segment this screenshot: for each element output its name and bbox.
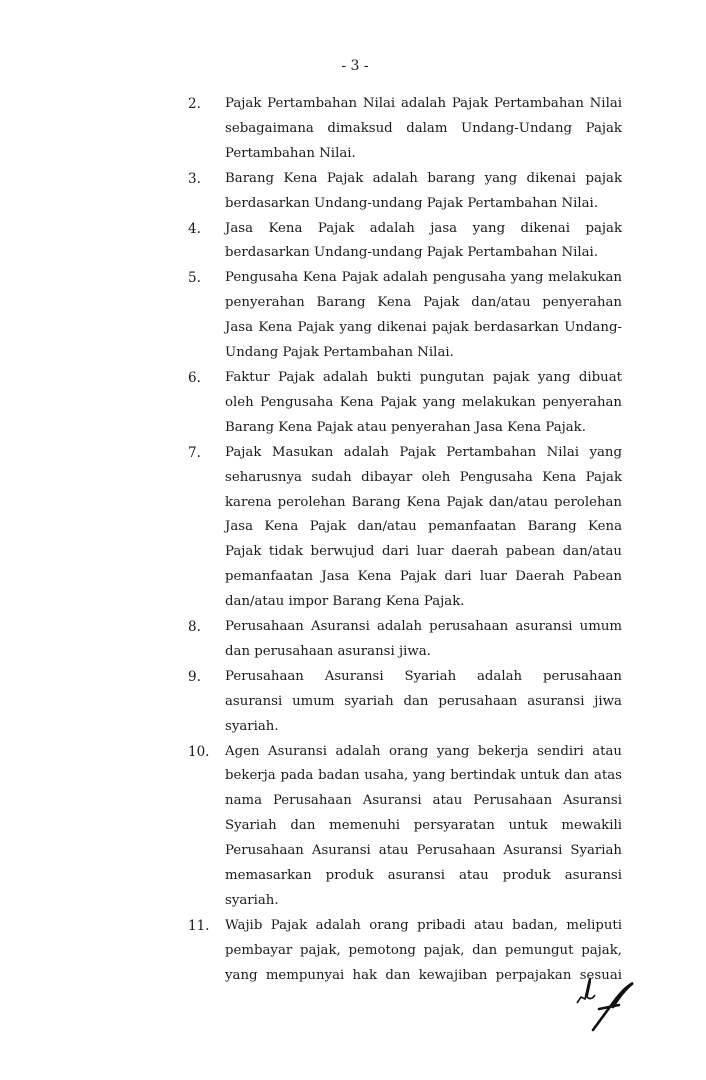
item-number: 3. (188, 170, 201, 187)
text-line: pemanfaatan Jasa Kena Pajak dari luar Daerah Pabean (225, 569, 622, 585)
text-line: pembayar pajak, pemotong pajak, dan pemungut pajak, (225, 942, 622, 958)
text-line: yang mempunyai hak dan kewajiban perpajakan sesuai (225, 967, 622, 983)
item-number: 5. (188, 270, 201, 287)
text-line: Pajak tidak berwujud dari luar daerah pabean dan/atau (225, 544, 622, 560)
text-line: syariah. (225, 718, 279, 734)
text-line: Syariah dan memenuhi persyaratan untuk mewakili (225, 818, 622, 834)
list-item (188, 914, 622, 989)
item-number: 6. (188, 369, 201, 386)
text-line: Pengusaha Kena Pajak adalah pengusaha yang melakukan (225, 270, 622, 286)
text-line: penyerahan Barang Kena Pajak dan/atau penyerahan (225, 295, 622, 311)
item-number: 9. (188, 668, 201, 685)
list-item (188, 665, 622, 740)
text-line: Perusahaan Asuransi atau Perusahaan Asuransi Syariah (225, 843, 622, 859)
text-line: syariah. (225, 893, 279, 908)
text-line: Wajib Pajak adalah orang pribadi atau badan, meliputi (225, 917, 622, 933)
text-line: karena perolehan Barang Kena Pajak dan/atau perolehan (225, 494, 622, 510)
text-line: Barang Kena Pajak adalah barang yang dikenai pajak (225, 170, 622, 186)
text-line: bekerja pada badan usaha, yang bertindak untuk dan atas (225, 768, 622, 784)
text-line: berdasarkan Undang-undang Pajak Pertambahan Nilai. (225, 245, 599, 261)
item-number: 7. (188, 444, 201, 461)
text-line: seharusnya sudah dibayar oleh Pengusaha Kena Pajak (225, 469, 622, 485)
list-item (188, 366, 622, 441)
text-line: nama Perusahaan Asuransi atau Perusahaan Asuransi (225, 793, 622, 809)
list-item (188, 740, 622, 914)
text-line: memasarkan produk asuransi atau produk asuransi (225, 868, 622, 884)
text-line: sebagaimana dimaksud dalam Undang-Undang Pajak (225, 120, 622, 136)
text-line: Perusahaan Asuransi adalah perusahaan asuransi umum (225, 619, 622, 635)
definition-list (188, 92, 622, 989)
text-line: berdasarkan Undang-undang Pajak Pertambahan Nilai. (225, 195, 599, 211)
list-item (188, 615, 622, 665)
text-line: Jasa Kena Pajak dan/atau pemanfaatan Barang Kena (225, 519, 622, 535)
signature-initials (575, 975, 645, 1035)
list-item (188, 92, 622, 167)
text-line: oleh Pengusaha Kena Pajak yang melakukan penyerahan (225, 394, 622, 410)
item-number: 11. (188, 917, 210, 934)
item-number: 2. (188, 96, 201, 112)
text-line: Barang Kena Pajak atau penyerahan Jasa Kena Pajak. (225, 419, 586, 435)
list-item (188, 441, 622, 615)
list-item (188, 266, 622, 366)
text-line: Perusahaan Asuransi Syariah adalah perusahaan (225, 668, 622, 684)
list-item (188, 167, 622, 217)
item-number: 4. (188, 220, 201, 237)
item-number: 10. (188, 743, 210, 760)
item-number: 8. (188, 619, 201, 636)
list-item (188, 217, 622, 267)
text-line: Undang Pajak Pertambahan Nilai. (225, 345, 454, 361)
text-line: Agen Asuransi adalah orang yang bekerja sendiri atau (225, 743, 622, 759)
text-line: Jasa Kena Pajak adalah jasa yang dikenai pajak (225, 220, 622, 236)
text-line: dan perusahaan asuransi jiwa. (225, 643, 431, 659)
text-line: Faktur Pajak adalah bukti pungutan pajak yang dibuat (225, 369, 622, 385)
text-line: asuransi umum syariah dan perusahaan asuransi jiwa (225, 693, 622, 709)
text-line: Pajak Masukan adalah Pajak Pertambahan Nilai yang (225, 444, 622, 460)
text-line: dan/atau impor Barang Kena Pajak. (225, 594, 465, 610)
text-line: Pertambahan Nilai. (225, 145, 356, 161)
page-number: - 3 - (341, 58, 369, 74)
text-line: Pajak Pertambahan Nilai adalah Pajak Pertambahan Nilai (225, 96, 622, 111)
text-line: Jasa Kena Pajak yang dikenai pajak berdasarkan Undang- (225, 320, 622, 336)
